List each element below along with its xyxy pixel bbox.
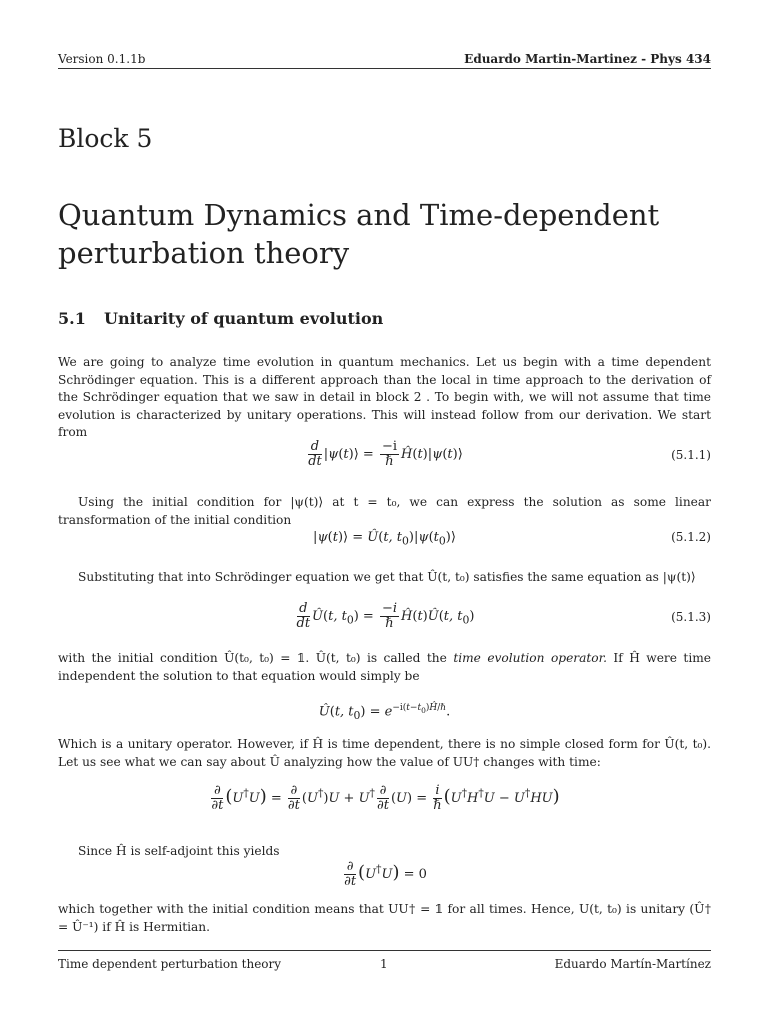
- page-title: [58, 196, 718, 272]
- paragraph-conclusion: which together with the initial condition means that UU† = 𝟙 for all times. Hence, U(t, t₀) is unitary (Û† = Û⁻¹) if Ĥ is Hermitian.: [58, 902, 711, 934]
- emphasis-term: time evolution operator.: [453, 651, 607, 665]
- paragraph-initial-condition: Using the initial condition for |ψ(t)⟩ at t = t₀, we can express the solution as some linear transformation of the initial condition: [58, 495, 711, 527]
- page-number: 1: [380, 957, 388, 971]
- equation-number: (5.1.3): [671, 610, 711, 624]
- footer-chapter: Time dependent perturbation theory: [58, 957, 282, 971]
- page-footer: [58, 950, 711, 971]
- section-heading: [58, 309, 383, 328]
- equation-5-1-3: $\frac{d}{dt}$ Û(t, $t_0$) = $\frac{-i}{\text{ℏ}}$ Ĥ(t)Û(t, $t_0$) (5.1.3): [296, 601, 711, 631]
- block-label: Block 5: [58, 124, 153, 153]
- paragraph-text: If Ĥ were time independent the solution to that equation would simply be: [58, 651, 711, 683]
- paragraph-intro: We are going to analyze time evolution in quantum mechanics. Let us begin with a time dependent Schrödinger equation. This is a different approach than the local in time approach to the derivation of the Schrödinger equation that we saw in detail in block 2 . To begin with, we will not assume that time evolution is characterized by unitary operations. This will instead follow from our derivation. We start from: [58, 355, 711, 439]
- paragraph-unitary-operator: Which is a unitary operator. However, if Ĥ is time dependent, there is no simple closed form for Û(t, t₀). Let us see what we can say about Û analyzing how the value of UU† changes with time:: [58, 737, 711, 769]
- author-course-label: Eduardo Martin-Martinez - Phys 434: [464, 52, 711, 66]
- paragraph-self-adjoint: Since Ĥ is self-adjoint this yields: [78, 844, 280, 858]
- section-title: Unitarity of quantum evolution: [104, 309, 384, 328]
- title-line-1: Quantum Dynamics and Time-dependent: [58, 198, 660, 232]
- title-line-2: perturbation theory: [58, 236, 350, 270]
- equation-exponential-solution: Û(t, $t_0) = e^{-i(t-t_0)Ĥ/\hbar}$.: [318, 703, 451, 722]
- paragraph-evolution-operator: [58, 650, 711, 685]
- paragraph-substitution: Substituting that into Schrödinger equation we get that Û(t, t₀) satisfies the same equation as |ψ(t)⟩: [78, 570, 696, 584]
- equation-5-1-2: |ψ(t)⟩ = Û(t, $t_0)|\psi(t_0)⟩$ (5.1.2): [313, 530, 711, 548]
- footer-author: Eduardo Martín-Martínez: [554, 957, 711, 971]
- equation-number: (5.1.1): [671, 448, 711, 462]
- equation-derivative-uudagger: $\frac{\partial}{\partial t}$ (U†U) = $\frac{\partial}{\partial t}$ (U†)U + U† $\frac{\partial}{\partial t}$ (U) = $\frac{i}{\text{ℏ}}$ (U†H†U − U†HU): [211, 783, 560, 813]
- section-number: 5.1: [58, 309, 86, 328]
- running-header: [58, 52, 711, 69]
- equation-5-1-1: $\frac{d}{dt}$ |ψ(t)⟩ = $\frac{-i}{\text{ℏ}}$ Ĥ(t)|ψ(t)⟩ (5.1.1): [308, 439, 711, 469]
- equation-conservation: $\frac{\partial}{\partial t}$ (U†U) = 0: [344, 859, 427, 889]
- paragraph-text: with the initial condition Û(t₀, t₀) = 𝟙. Û(t, t₀) is called the: [58, 651, 454, 665]
- version-label: Version 0.1.1b: [58, 52, 146, 66]
- equation-number: (5.1.2): [671, 530, 711, 544]
